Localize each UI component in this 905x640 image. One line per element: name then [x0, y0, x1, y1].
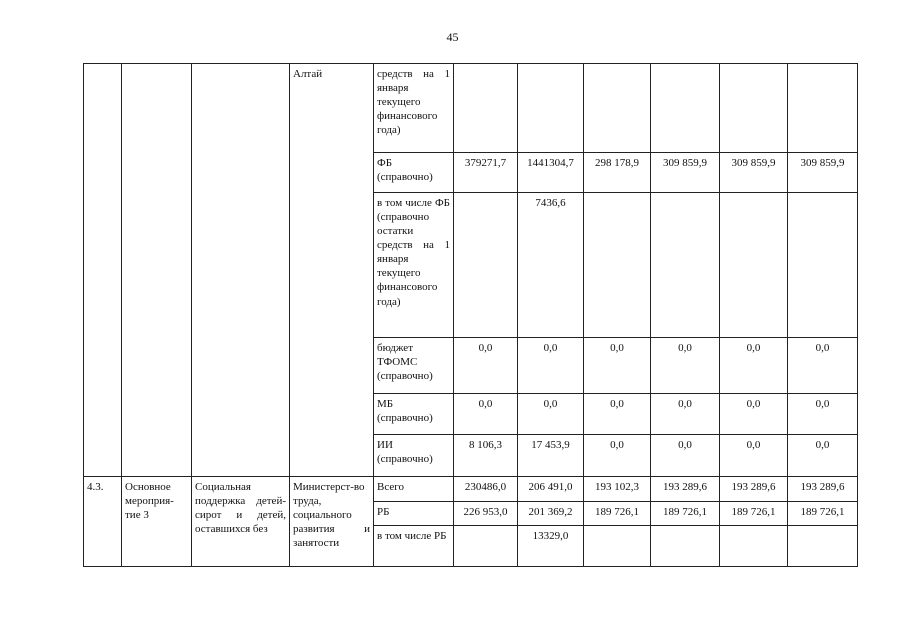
table-row — [84, 64, 858, 153]
cell-source: в том числе ФБ (справочно остатки средств на 1 января текущего финансового года) — [374, 193, 454, 338]
cell-value: 0,0 — [720, 435, 788, 477]
cell-value: 193 102,3 — [584, 477, 651, 502]
cell-value: 379271,7 — [454, 153, 518, 193]
cell-value — [788, 526, 858, 567]
cell-value — [720, 193, 788, 338]
cell-value: 230486,0 — [454, 477, 518, 502]
cell-value: 0,0 — [788, 338, 858, 394]
cell-value: 0,0 — [584, 394, 651, 435]
cell-value: 298 178,9 — [584, 153, 651, 193]
cell-value — [651, 526, 720, 567]
cell-value — [584, 526, 651, 567]
cell-value: 17 453,9 — [518, 435, 584, 477]
cell-value — [651, 64, 720, 153]
cell-description: Социальная поддержка детей-сирот и детей, оставшихся без — [192, 477, 290, 567]
cell-value: 0,0 — [518, 338, 584, 394]
cell-value — [454, 64, 518, 153]
cell-source: ФБ (справочно) — [374, 153, 454, 193]
cell-value: 1441304,7 — [518, 153, 584, 193]
cell-value: 189 726,1 — [720, 502, 788, 526]
cell-value — [720, 64, 788, 153]
table-row — [84, 477, 858, 502]
cell-value — [454, 193, 518, 338]
cell-event — [122, 64, 192, 477]
cell-value: 0,0 — [454, 338, 518, 394]
cell-value — [584, 64, 651, 153]
cell-number — [84, 64, 122, 477]
cell-value: 0,0 — [518, 394, 584, 435]
cell-value — [720, 526, 788, 567]
cell-value: 13329,0 — [518, 526, 584, 567]
cell-value: 193 289,6 — [720, 477, 788, 502]
cell-value — [518, 64, 584, 153]
cell-source: РБ — [374, 502, 454, 526]
cell-value — [788, 64, 858, 153]
cell-value: 0,0 — [788, 435, 858, 477]
cell-value: 189 726,1 — [788, 502, 858, 526]
cell-value: 309 859,9 — [720, 153, 788, 193]
cell-value — [584, 193, 651, 338]
cell-value — [651, 193, 720, 338]
cell-value: 226 953,0 — [454, 502, 518, 526]
cell-source: бюджет ТФОМС (справочно) — [374, 338, 454, 394]
cell-value: 189 726,1 — [651, 502, 720, 526]
cell-source: в том числе РБ — [374, 526, 454, 567]
cell-value: 309 859,9 — [788, 153, 858, 193]
cell-value: 0,0 — [651, 394, 720, 435]
cell-description — [192, 64, 290, 477]
cell-source: средств на 1 января текущего финансового года) — [374, 64, 454, 153]
cell-value: 0,0 — [651, 435, 720, 477]
cell-value: 193 289,6 — [788, 477, 858, 502]
cell-source: ИИ (справочно) — [374, 435, 454, 477]
cell-value — [454, 526, 518, 567]
cell-event: Основное мероприя-тие 3 — [122, 477, 192, 567]
cell-value: 201 369,2 — [518, 502, 584, 526]
cell-source: МБ (справочно) — [374, 394, 454, 435]
cell-value: 0,0 — [584, 435, 651, 477]
cell-value — [788, 193, 858, 338]
cell-executor: Алтай — [290, 64, 374, 477]
cell-value: 309 859,9 — [651, 153, 720, 193]
cell-value: 7436,6 — [518, 193, 584, 338]
cell-value: 206 491,0 — [518, 477, 584, 502]
budget-table — [83, 63, 858, 567]
cell-source: Всего — [374, 477, 454, 502]
page-number: 45 — [446, 30, 459, 44]
cell-value: 0,0 — [651, 338, 720, 394]
cell-value: 193 289,6 — [651, 477, 720, 502]
cell-value: 0,0 — [454, 394, 518, 435]
cell-value: 8 106,3 — [454, 435, 518, 477]
cell-value: 0,0 — [584, 338, 651, 394]
cell-number: 4.3. — [84, 477, 122, 567]
cell-value: 0,0 — [720, 338, 788, 394]
cell-executor: Министерст-во труда, социального развития и занятости — [290, 477, 374, 567]
cell-value: 0,0 — [788, 394, 858, 435]
cell-value: 189 726,1 — [584, 502, 651, 526]
cell-value: 0,0 — [720, 394, 788, 435]
